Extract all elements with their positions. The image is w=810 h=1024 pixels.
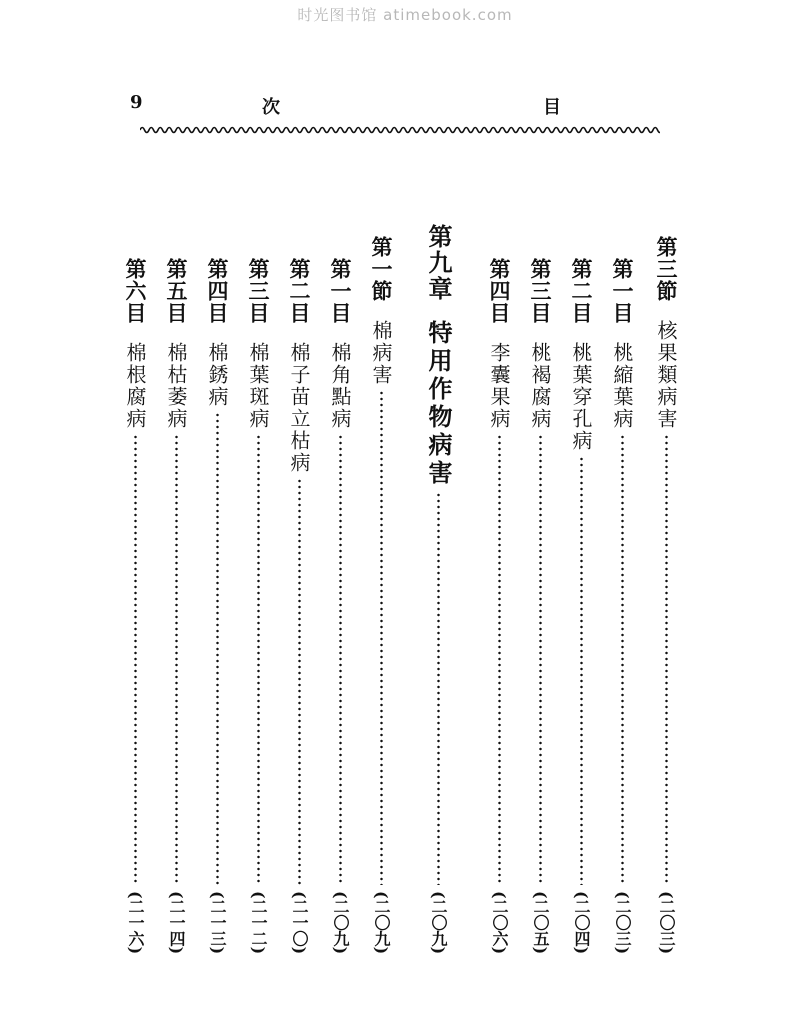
entry-page: (二〇九) [331,890,350,954]
dot-leader [380,390,383,885]
toc-entry [206,258,228,954]
entry-title: 棉葉斑病 [246,342,270,430]
entry-title: 棉枯萎病 [164,342,188,430]
chapter-number: 第九章 [424,224,453,302]
toc-chapter-entry [424,224,453,954]
entry-page: (二一四) [167,890,186,954]
entry-number: 第五目 [164,258,189,324]
entry-number: 第一節 [369,236,394,302]
page-number: 9 [130,92,143,113]
dot-leader [621,434,624,885]
running-header-left: 次 [262,97,280,118]
toc-entry [611,258,633,954]
toc-entry [165,258,187,954]
dot-leader [257,434,260,885]
toc-entry [370,236,392,954]
toc-entry [124,258,146,954]
dot-leader [339,434,342,885]
entry-page: (二一二) [249,890,268,954]
entry-page: (二〇三) [657,890,676,954]
toc-entry [329,258,351,954]
toc-entry [488,258,510,954]
entry-number: 第三節 [654,236,679,302]
entry-number: 第二目 [569,258,594,324]
entry-page: (二〇六) [490,890,509,954]
toc-entry [529,258,551,954]
entry-page: (二一〇) [290,890,309,954]
entry-number: 第四目 [487,258,512,324]
entry-page: (二一六) [126,890,145,954]
entry-page: (二〇九) [372,890,391,954]
entry-page: (二一三) [208,890,227,954]
dot-leader [580,456,583,885]
dot-leader [539,434,542,885]
dot-leader [134,434,137,885]
entry-page: (二〇九) [429,890,448,954]
entry-title: 棉銹病 [205,342,229,408]
chapter-title: 特用作物病害 [424,320,453,488]
watermark: 时光图书馆 atimebook.com [297,6,513,24]
entry-title: 核果類病害 [654,320,678,430]
entry-number: 第一目 [328,258,353,324]
entry-title: 桃葉穿孔病 [569,342,593,452]
toc-entry [247,258,269,954]
entry-title: 棉角點病 [328,342,352,430]
entry-page: (二〇四) [572,890,591,954]
toc-entry [655,236,677,954]
entry-number: 第三目 [246,258,271,324]
toc-entry [570,258,592,954]
entry-number: 第四目 [205,258,230,324]
entry-title: 棉根腐病 [123,342,147,430]
entry-number: 第二目 [287,258,312,324]
running-header-right: 目 [543,97,561,118]
entry-title: 棉病害 [369,320,393,386]
entry-number: 第三目 [528,258,553,324]
entry-page: (二〇三) [613,890,632,954]
entry-page: (二〇五) [531,890,550,954]
entry-title: 桃縮葉病 [610,342,634,430]
toc-entry [288,258,310,954]
entry-number: 第六目 [123,258,148,324]
dot-leader [665,434,668,885]
entry-number: 第一目 [610,258,635,324]
entry-title: 棉子苗立枯病 [287,342,311,474]
dot-leader [437,492,440,885]
dot-leader [216,412,219,885]
entry-title: 桃褐腐病 [528,342,552,430]
wavy-header-rule [140,123,660,137]
dot-leader [298,478,301,885]
entry-title: 李囊果病 [487,342,511,430]
dot-leader [175,434,178,885]
dot-leader [498,434,501,885]
